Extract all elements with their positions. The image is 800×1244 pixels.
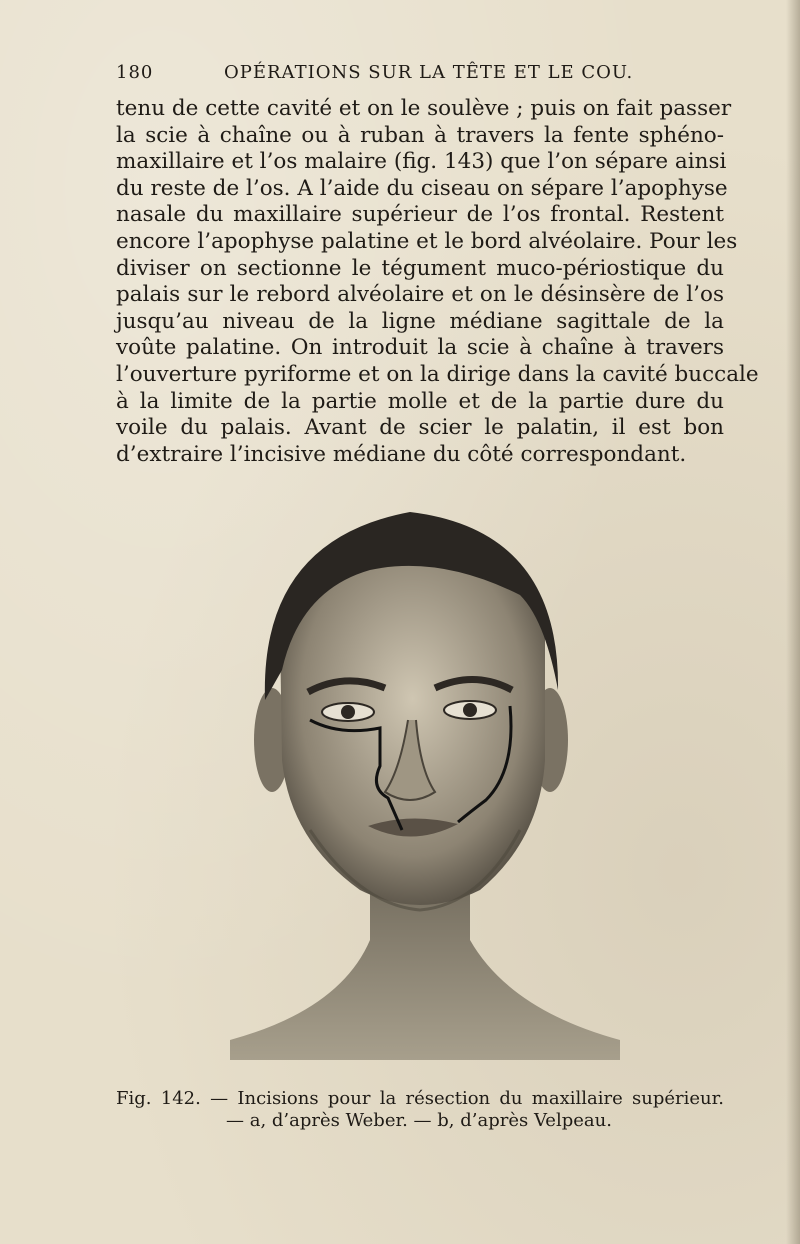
face-engraving xyxy=(220,500,620,1060)
text-line: à la limite de la partie molle et de la partie dure du xyxy=(116,388,724,414)
page-header xyxy=(116,62,634,88)
running-head: OPÉRATIONS SUR LA TÊTE ET LE COU. xyxy=(224,62,634,83)
text-line: voûte palatine. On introduit la scie à chaîne à travers xyxy=(116,335,724,361)
text-line: tenu de cette cavité et on le soulève ; puis on fait passer xyxy=(116,96,732,121)
caption-line: Fig. 142. — Incisions pour la résection du maxillaire supérieur. xyxy=(116,1088,724,1109)
text-line: palais sur le rebord alvéolaire et on le désinsère de l’os xyxy=(116,282,724,308)
face-illustration xyxy=(220,500,620,1060)
text-line: d’extraire l’incisive médiane du côté correspondant. xyxy=(116,441,687,467)
page-edge-shadow xyxy=(786,0,800,1244)
text-line: l’ouverture pyriforme et on la dirige dans la cavité buccale xyxy=(116,361,759,387)
text-line: maxillaire et l’os malaire (fig. 143) que l’on sépare ainsi xyxy=(116,149,727,175)
text-line: du reste de l’os. A l’aide du ciseau on sépare l’apophyse xyxy=(116,175,728,201)
text-line: nasale du maxillaire supérieur de l’os frontal. Restent xyxy=(116,202,724,228)
text-line: diviser on sectionne le tégument muco-périostique du xyxy=(116,255,724,281)
left-iris xyxy=(341,705,355,719)
text-line: jusqu’au niveau de la ligne médiane sagittale de la xyxy=(116,308,724,334)
text-line: la scie à chaîne ou à ruban à travers la fente sphéno- xyxy=(116,122,724,148)
text-line: encore l’apophyse palatine et le bord alvéolaire. Pour les xyxy=(116,228,738,254)
figure-caption xyxy=(116,1088,724,1132)
caption-line: — a, d’après Weber. — b, d’après Velpeau. xyxy=(226,1110,612,1131)
right-iris xyxy=(463,703,477,717)
text-line: voile du palais. Avant de scier le palatin, il est bon xyxy=(116,415,724,441)
body-paragraph xyxy=(116,96,759,468)
page-number: 180 xyxy=(116,62,154,83)
